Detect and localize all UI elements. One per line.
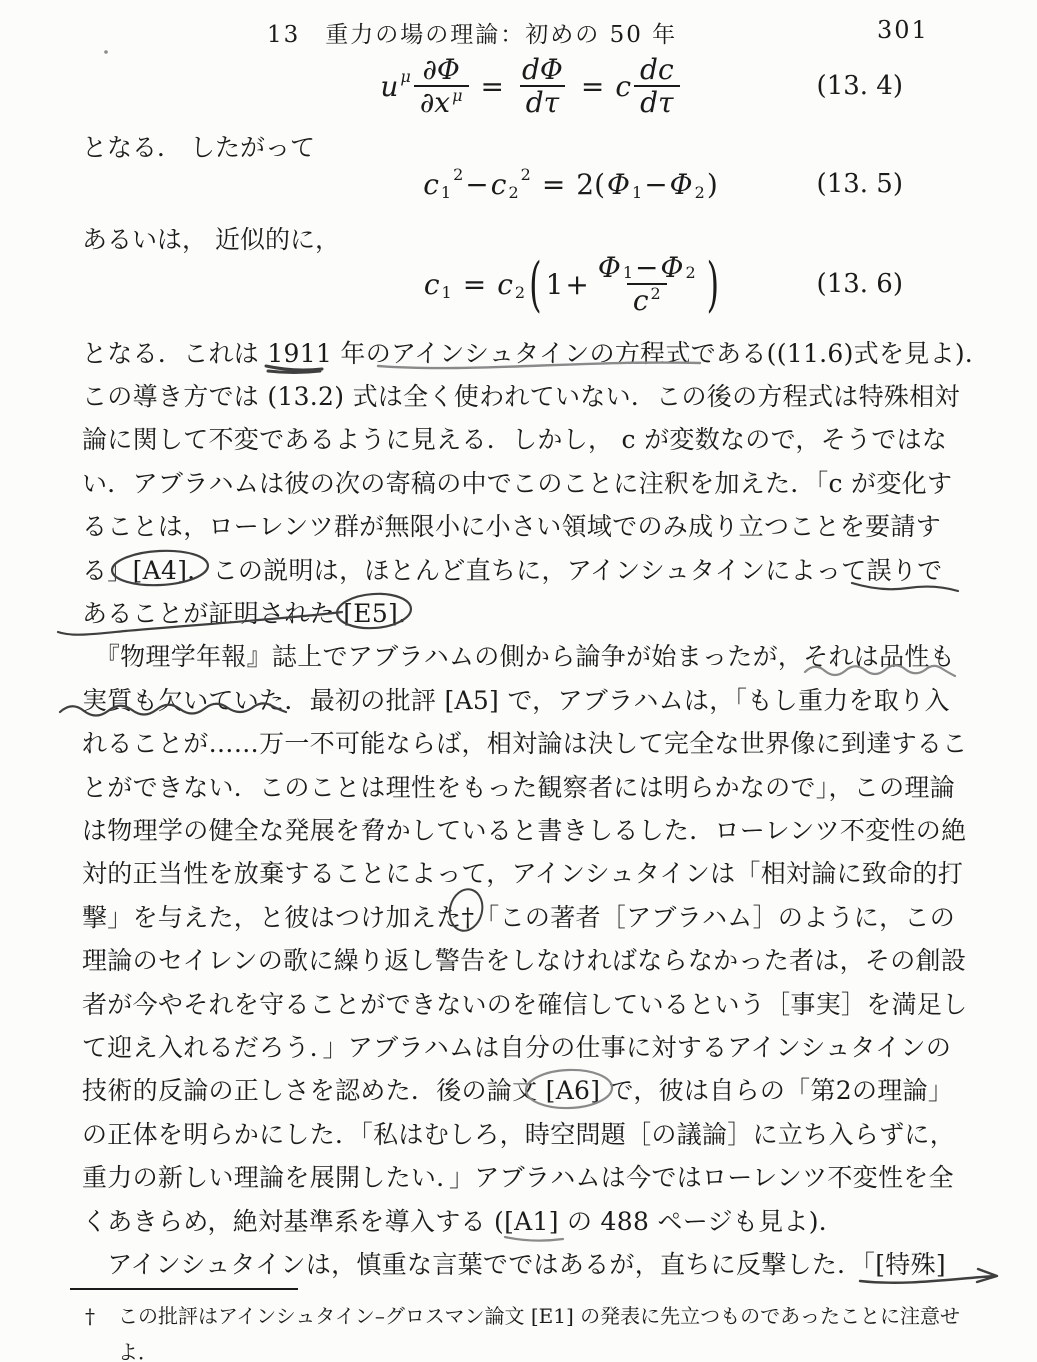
equation-13-6-body: c 1 = c 2 ( 1 + Φ 1 − Φ 2 c 2 ) bbox=[423, 248, 720, 320]
body-line: 『物理学年報』誌上でアブラハムの側から論争が始まったが，それは品性も bbox=[82, 642, 956, 672]
equation-13-5-body: c 1 2 − c 2 2 = 2( Φ 1 − Φ 2 ) bbox=[423, 164, 718, 202]
body-line: ることは，ローレンツ群が無限小に小さい領域でのみ成り立つことを要請す bbox=[82, 512, 942, 542]
body-line: とができない．このことは理性をもった観察者には明らかなので」，この理論 bbox=[82, 772, 956, 802]
equation-13-4 bbox=[82, 50, 963, 122]
body-line: る」[A4]．この説明は，ほとんど直ちに，アインシュタインによって誤りで bbox=[82, 555, 943, 585]
body-line: 者が今やそれを守ることができないのを確信しているという［事実］を満足し bbox=[82, 989, 968, 1019]
body-line: 技術的反論の正しさを認めた．後の論文 [A6] で，彼は自らの「第2の理論」 bbox=[82, 1076, 954, 1106]
equation-13-6 bbox=[82, 246, 963, 322]
body-line: 理論のセイレンの歌に繰り返し警告をしなければならなかった者は，その創設 bbox=[82, 946, 967, 976]
body-line: となる．これは 1911 年のアインシュタインの方程式である((11.6)式を見よ)． bbox=[82, 338, 991, 368]
body-line: アインシュタインは，慎重な言葉でではあるが，直ちに反撃した．「[特殊] bbox=[82, 1249, 946, 1279]
body-line: くあきらめ，絶対基準系を導入する ([A1] の 488 ページも見よ)． bbox=[82, 1206, 845, 1236]
body-line: 論に関して不変であるように見える．しかし， c が変数なので，そうではな bbox=[82, 425, 948, 455]
body-line: れることが……万一不可能ならば，相対論は決して完全な世界像に到達するこ bbox=[82, 729, 968, 759]
equation-13-5-number: (13. 5) bbox=[816, 169, 903, 199]
body-line: て迎え入れるだろう．」アブラハムは自分の仕事に対するアインシュタインの bbox=[82, 1032, 952, 1062]
equation-13-4-number: (13. 4) bbox=[816, 71, 903, 101]
body-line: あることが証明された [E5]． bbox=[82, 599, 424, 629]
page-number: 301 bbox=[877, 16, 929, 44]
equation-13-6-number: (13. 6) bbox=[816, 269, 903, 299]
footnote-rule bbox=[70, 1288, 298, 1290]
chapter-header: 13 重力の場の理論：初めの 50 年 bbox=[267, 22, 678, 48]
footnote-text: この批評はアインシュタイン–グロスマン論文 [E1] の発表に先立つものであったことに注意せ bbox=[118, 1304, 960, 1328]
body-line: の正体を明らかにした．「私はむしろ，時空問題［の議論］に立ち入らずに， bbox=[82, 1119, 956, 1149]
body-line: 実質も欠いていた．最初の批評 [A5] で，アブラハムは，「もし重力を取り入 bbox=[82, 685, 950, 715]
body-line: は物理学の健全な発展を脅かしていると書きしるした．ローレンツ不変性の絶 bbox=[82, 815, 967, 845]
body-line: この導き方では (13.2) 式は全く使われていない．この後の方程式は特殊相対 bbox=[82, 382, 960, 412]
footnote-line-1 bbox=[85, 1300, 995, 1329]
equation-13-4-body: u μ ∂Φ ∂x μ = $\frac{d\Phi}{d\tau}$ = c $\frac{dc}{d\tau}$ bbox=[379, 54, 681, 119]
interline-text-1: となる． したがって bbox=[82, 133, 315, 162]
interline-text-2: あるいは， 近似的に， bbox=[82, 225, 340, 254]
body-line: 重力の新しい理論を展開したい．」アブラハムは今ではローレンツ不変性を全 bbox=[82, 1163, 954, 1193]
footnote-dagger: † bbox=[85, 1304, 95, 1328]
equation-13-5 bbox=[82, 162, 963, 206]
footnote-line-2: よ． bbox=[118, 1340, 158, 1362]
body-line: 撃」を与えた，と彼はつけ加えた†「この著者［アブラハム］のように，この bbox=[82, 902, 956, 932]
body-line: 対的正当性を放棄することによって，アインシュタインは「相対論に致命的打 bbox=[82, 859, 964, 889]
body-text bbox=[82, 330, 991, 1285]
body-line: い．アブラハムは彼の次の寄稿の中でこのことに注釈を加えた．「c が変化す bbox=[82, 468, 953, 498]
